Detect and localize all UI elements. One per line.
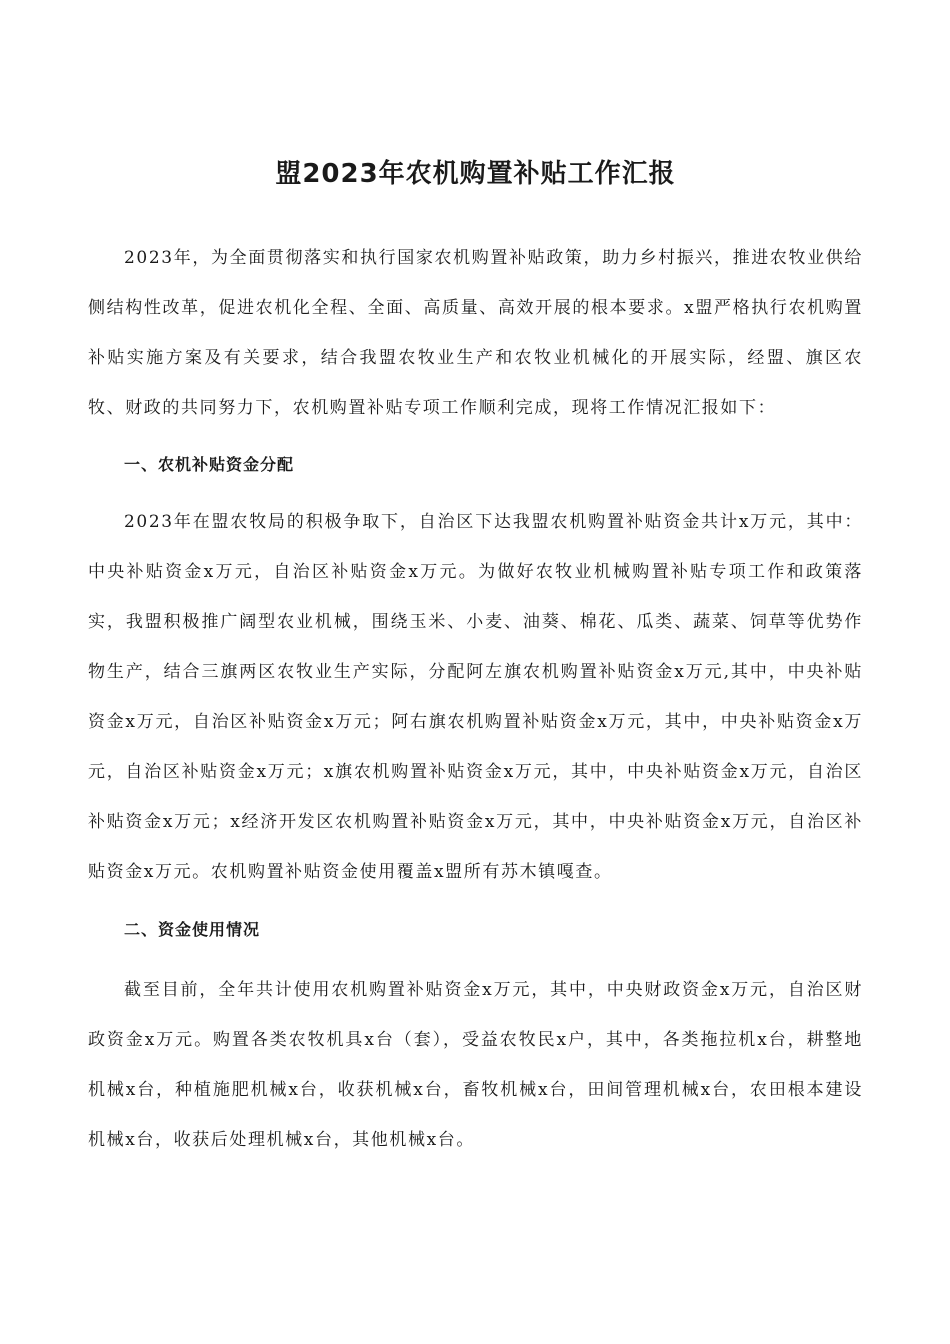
section-body-fund-usage: 截至目前，全年共计使用农机购置补贴资金x万元，其中，中央财政资金x万元，自治区财政资金x万元。购置各类农牧机具x台（套），受益农牧民x户，其中，各类拖拉机x台，耕整地机械x台，种植施肥机械x台，收获机械x台，畜牧机械x台，田间管理机械x台，农田根本建设机械x台，收获后处理机械x台，其他机械x台。 <box>88 980 863 1150</box>
section-heading-fund-usage: 二、资金使用情况 <box>124 920 261 939</box>
document-title: 盟2023年农机购置补贴工作汇报 <box>275 159 676 189</box>
section-body-fund-allocation: 2023年在盟农牧局的积极争取下，自治区下达我盟农机购置补贴资金共计x万元，其中：中央补贴资金x万元，自治区补贴资金x万元。为做好农牧业机械购置补贴专项工作和政策落实，我盟积极推广阔型农业机械，围绕玉米、小麦、油葵、棉花、瓜类、蔬菜、饲草等优势作物生产，结合三旗两区农牧业生产实际，分配阿左旗农机购置补贴资金x万元,其中，中央补贴资金x万元，自治区补贴资金x万元；阿右旗农机购置补贴资金x万元，其中，中央补贴资金x万元，自治区补贴资金x万元；x旗农机购置补贴资金x万元，其中，中央补贴资金x万元，自治区补贴资金x万元；x经济开发区农机购置补贴资金x万元，其中，中央补贴资金x万元，自治区补贴资金x万元。农机购置补贴资金使用覆盖x盟所有苏木镇嘎查。 <box>88 512 863 882</box>
intro-paragraph: 2023年，为全面贯彻落实和执行国家农机购置补贴政策，助力乡村振兴，推进农牧业供给侧结构性改革，促进农机化全程、全面、高质量、高效开展的根本要求。x盟严格执行农机购置补贴实施方案及有关要求，结合我盟农牧业生产和农牧业机械化的开展实际，经盟、旗区农牧、财政的共同努力下，农机购置补贴专项工作顺利完成，现将工作情况汇报如下： <box>88 248 863 418</box>
section-heading-fund-allocation: 一、农机补贴资金分配 <box>124 455 295 474</box>
